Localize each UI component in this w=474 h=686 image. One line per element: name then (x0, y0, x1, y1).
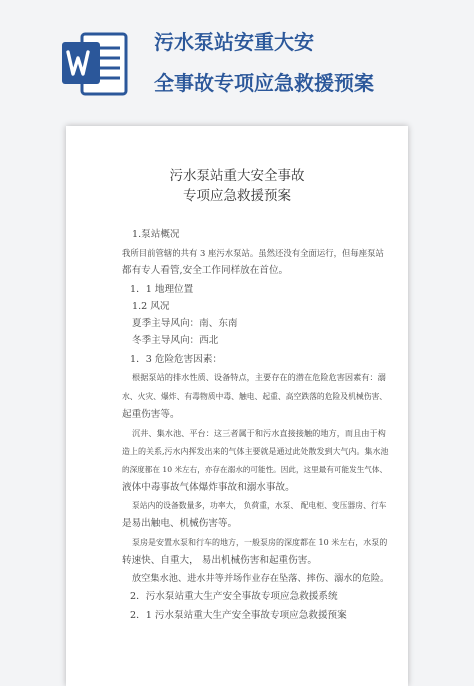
document-line: 1.泵站概况 (132, 229, 180, 240)
preview-header (0, 0, 474, 118)
page-title (154, 22, 474, 104)
document-line: 1．3 危险危害因素： (130, 354, 223, 365)
document-line: 都有专人看管,安全工作同样放在首位。 (122, 265, 289, 276)
document-line: 转速快、自重大， 易出机械伤害和起重伤害。 (122, 555, 317, 566)
document-title-line-2: 专项应急救援预案 (183, 188, 291, 204)
page-title-line-1: 污水泵站安重大安 (154, 30, 314, 54)
document-line: 我所目前管辖的共有 3 座污水泵站。虽然还没有全面运行，但每座泵站 (122, 248, 384, 258)
document-line: 泵站内的设备数量多，功率大， 负荷重，水泵、 配电柜、变压器房、行车 (132, 501, 387, 510)
document-line: 1.2 风况 (132, 301, 170, 312)
document-title-line-1: 污水泵站重大安全事故 (169, 168, 305, 184)
document-line: 夏季主导风向：南、东南 (132, 318, 238, 329)
document-line: 的深度都在 10 米左右，亦存在溺水的可能性。因此，这里最有可能发生气体、 (122, 465, 388, 474)
document-title (66, 166, 408, 206)
document-line: 根据泵站的排水性质、设备特点，主要存在的潜在危险危害因素有：溺 (132, 372, 386, 382)
document-line: 2．1 污水泵站重大生产安全事故专项应急救援预案 (130, 610, 347, 621)
document-line: 是易出触电、机械伤害等。 (122, 518, 238, 529)
document-line: 放空集水池、进水井等并场作业存在坠落、摔伤、溺水的危险。 (132, 573, 390, 584)
document-line: 1．1 地理位置 (130, 284, 194, 295)
document-line: 液体中毒事故气体爆炸事故和溺水事故。 (122, 482, 295, 493)
page-title-line-2: 全事故专项应急救援预案 (154, 71, 374, 95)
document-line: 沉井、集水池、平台：这三者属于和污水直接接触的地方，而且由于构 (132, 428, 386, 438)
document-page (66, 126, 408, 686)
document-line: 水、火灾、爆炸、有毒物质中毒、触电、起重、高空跌落的危险及机械伤害、 (122, 392, 388, 401)
document-line: 泵房是安置水泵和行车的地方，一般泵房的深度都在 10 米左右，水泵的 (132, 538, 388, 547)
document-line: 冬季主导风向：西北 (132, 335, 219, 346)
document-line: 2．污水泵站重大生产安全事故专项应急救援系统 (130, 591, 338, 602)
document-line: 造上的关系,污水内挥发出来的气体主要就是通过此处散发到大气内。集水池 (122, 447, 389, 456)
word-document-icon (60, 28, 130, 100)
document-line: 起重伤害等。 (122, 409, 180, 420)
